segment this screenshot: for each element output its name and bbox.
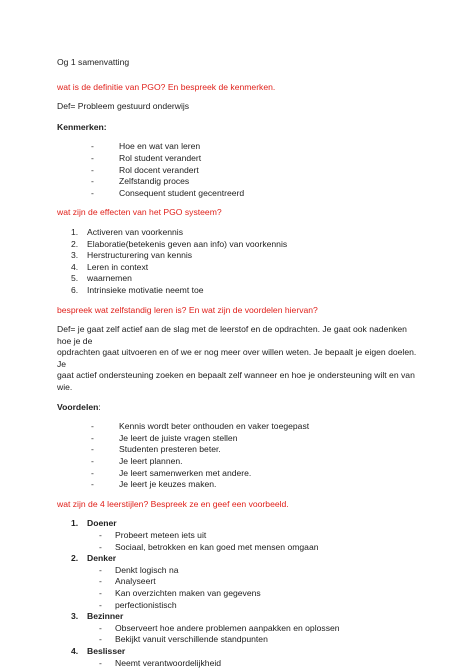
list-item: 3. Bezinner bbox=[71, 611, 124, 622]
list-item: 2. Denker bbox=[71, 553, 117, 564]
list-item: - Analyseert bbox=[99, 576, 156, 587]
list-item: - Je leert plannen. bbox=[91, 456, 183, 467]
list-item: 4. Leren in context bbox=[71, 261, 149, 272]
list-item: 6. Intrinsieke motivatie neemt toe bbox=[71, 284, 204, 295]
list-item: 1. Doener bbox=[71, 518, 117, 529]
list-item: 3. Herstructurering van kennis bbox=[71, 250, 193, 261]
list-item: - Probeert meteen iets uit bbox=[99, 530, 207, 540]
list-item: - Observeert hoe andere problemen aanpakken en oplossen bbox=[99, 622, 340, 633]
list-item: - Sociaal, betrokken en kan goed met mensen omgaan bbox=[99, 541, 319, 552]
leerstijlen-list bbox=[57, 518, 419, 669]
list-item: 2. Elaboratie(betekenis geven aan info) van voorkennis bbox=[71, 238, 288, 249]
list-item: 4. Beslisser bbox=[71, 645, 126, 656]
question-4: wat zijn de 4 leerstijlen? Bespreek ze en geef een voorbeeld. bbox=[57, 498, 289, 509]
list-item: - Zelfstandig proces bbox=[91, 176, 190, 187]
list-item: - Je leert je keuzes maken. bbox=[91, 479, 217, 490]
list-item: - Neemt verantwoordelijkheid bbox=[99, 657, 222, 668]
kenmerken-list bbox=[57, 141, 419, 199]
list-item: - Kennis wordt beter onthouden en vaker toegepast bbox=[91, 421, 310, 432]
document-title: Og 1 samenvatting bbox=[57, 57, 130, 67]
list-item: 1. Activeren van voorkennis bbox=[71, 226, 184, 237]
effecten-list bbox=[57, 227, 419, 297]
definition-pgo: Def= Probleem gestuurd onderwijs bbox=[57, 101, 190, 112]
list-item: - Je leert de juiste vragen stellen bbox=[91, 432, 238, 443]
list-item: - Rol student verandert bbox=[91, 152, 202, 163]
list-item: - Je leert samenwerken met andere. bbox=[91, 467, 252, 478]
question-3: bespreek wat zelfstandig leren is? En wat zijn de voordelen hiervan? bbox=[57, 304, 318, 315]
list-item: - Rol docent verandert bbox=[91, 164, 199, 175]
list-item: - Consequent student gecentreerd bbox=[91, 187, 245, 198]
voordelen-heading: Voordelen: bbox=[57, 401, 101, 412]
list-item: - Bekijkt vanuit verschillende standpunten bbox=[99, 634, 268, 645]
list-item: 5. waarnemen bbox=[71, 273, 132, 284]
question-2: wat zijn de effecten van het PGO systeem? bbox=[57, 207, 222, 218]
document-content bbox=[57, 57, 419, 669]
question-1: wat is de definitie van PGO? En bespreek de kenmerken. bbox=[57, 81, 276, 92]
list-item: - Hoe en wat van leren bbox=[91, 141, 201, 152]
voordelen-list bbox=[57, 421, 419, 491]
list-item: - Denkt logisch na bbox=[99, 564, 179, 575]
list-item: - perfectionistisch bbox=[99, 599, 177, 610]
kenmerken-heading: Kenmerken: bbox=[57, 121, 107, 132]
list-item: - Studenten presteren beter. bbox=[91, 444, 221, 455]
definition-zelfstandig-leren: Def= je gaat zelf actief aan de slag met de leerstof en de opdrachten. Je gaat ook nadenken hoe je de opdrachten gaat uitvoeren en of we er nog meer over willen weten. Je bepaalt je eigen doelen. Je gaat actief ondersteuning zoeken en bepaalt zelf wanneer en hoe je ondersteuning wilt en van wie. bbox=[57, 324, 417, 393]
list-item: - Kan overzichten maken van gegevens bbox=[99, 587, 261, 598]
